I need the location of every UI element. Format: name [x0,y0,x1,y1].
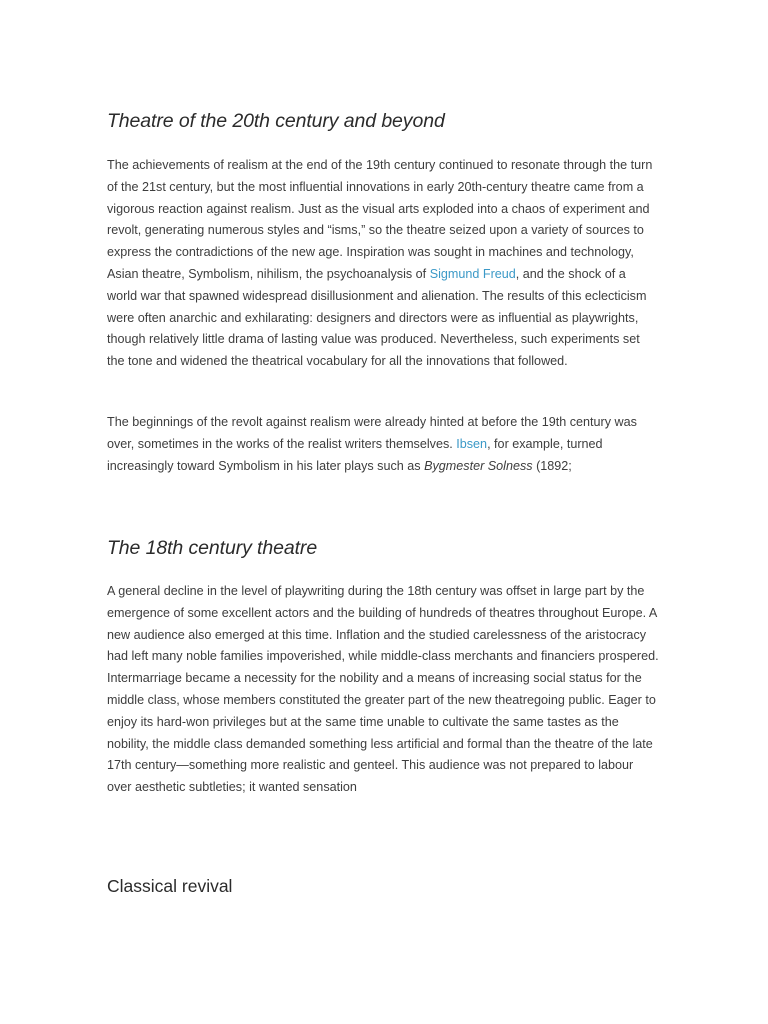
paragraph-text: , for example, turned increasingly toward Symbolism in his later plays such as [107,436,603,473]
link-sigmund-freud[interactable]: Sigmund Freud [429,266,516,281]
paragraph-20th-century-intro [107,155,659,373]
paragraph-text: , and the shock of a world war that spawned widespread disillusionment and alienation. The results of this eclecticism were often anarchic and exhilarating: designers and directors were as influential as playwrights, though relatively little drama of lasting value was produced. Nevertheless, such experiments set the tone and widened the theatrical vocabulary for all the innovations that followed. [107,266,647,369]
section-heading-20th-century: Theatre of the 20th century and beyond [107,110,445,132]
play-title: Bygmester Solness [424,458,533,473]
paragraph-text: (1892; [532,458,572,473]
paragraph-18th-century: A general decline in the level of playwriting during the 18th century was offset in large part by the emergence of some excellent actors and the building of hundreds of theatres throughout Europe. A new audience also emerged at this time. Inflation and the studied carelessness of the aristocracy had left many noble families impoverished, while middle-class merchants and financiers prospered. Intermarriage became a necessity for the nobility and a means of increasing social status for the middle class, whose members constituted the greater part of the new theatregoing public. Eager to enjoy its hard-won privileges but at the same time unable to cultivate the same tastes as the nobility, the middle class demanded something less artificial and formal than the theatre of the late 17th century—something more realistic and genteel. This audience was not prepared to labour over aesthetic subtleties; it wanted sensation [107,584,659,795]
paragraph-revolt-against-realism [107,412,659,477]
section-heading-classical-revival: Classical revival [107,876,233,896]
paragraph-text: The achievements of realism at the end of the 19th century continued to resonate through the turn of the 21st century, but the most influential innovations in early 20th-century theatre came from a vigorous reaction against realism. Just as the visual arts exploded into a chaos of experiment and revolt, generating numerous styles and “isms,” so the theatre seized upon a variety of sources to express the contradictions of the new age. Inspiration was sought in machines and technology, Asian theatre, Symbolism, nihilism, the psychoanalysis of [107,158,653,281]
paragraph-text: The beginnings of the revolt against realism were already hinted at before the 19th century was over, sometimes in the works of the realist writers themselves. [107,415,637,451]
link-ibsen[interactable]: Ibsen [456,436,488,451]
section-heading-18th-century: The 18th century theatre [107,537,318,559]
